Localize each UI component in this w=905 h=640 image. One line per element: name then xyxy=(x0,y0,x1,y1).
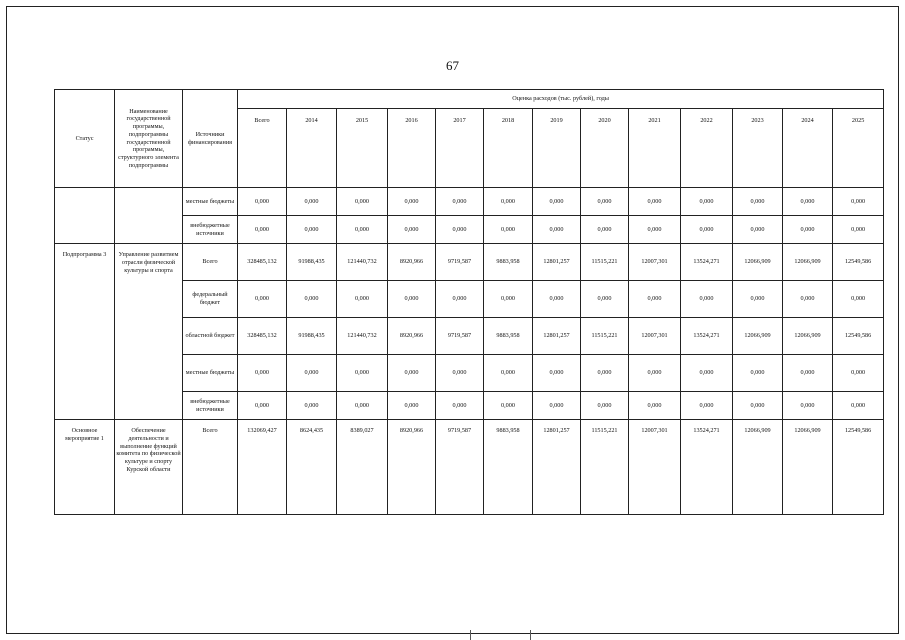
value-cell: 0,000 xyxy=(581,392,629,420)
value-cell: 11515,221 xyxy=(581,318,629,355)
value-cell: 0,000 xyxy=(733,392,783,420)
value-cell: 0,000 xyxy=(436,392,484,420)
value-cell: 0,000 xyxy=(388,355,436,392)
value-cell: 11515,221 xyxy=(581,420,629,515)
value-cell: 0,000 xyxy=(388,188,436,216)
value-cell: 0,000 xyxy=(238,216,287,244)
name-cell: Обеспечение деятельности и выполнение функций комитета по физической культуре и спорту Курской области xyxy=(115,420,183,515)
value-cell: 91988,435 xyxy=(287,244,337,281)
value-cell: 121440,732 xyxy=(337,244,388,281)
value-cell: 0,000 xyxy=(238,392,287,420)
value-cell: 8920,966 xyxy=(388,244,436,281)
source-cell: внебюджетные источники xyxy=(183,392,238,420)
value-cell: 0,000 xyxy=(388,392,436,420)
header-year: Всего xyxy=(238,109,287,188)
value-cell: 8624,435 xyxy=(287,420,337,515)
value-cell: 0,000 xyxy=(533,216,581,244)
value-cell: 0,000 xyxy=(783,355,833,392)
value-cell: 9883,958 xyxy=(484,420,533,515)
value-cell: 12007,301 xyxy=(629,244,681,281)
value-cell: 0,000 xyxy=(484,392,533,420)
value-cell: 0,000 xyxy=(629,188,681,216)
value-cell: 0,000 xyxy=(238,355,287,392)
value-cell: 13524,271 xyxy=(681,244,733,281)
value-cell: 0,000 xyxy=(484,188,533,216)
budget-table xyxy=(54,89,884,515)
header-year: 2014 xyxy=(287,109,337,188)
value-cell: 0,000 xyxy=(681,188,733,216)
value-cell: 0,000 xyxy=(388,281,436,318)
value-cell: 0,000 xyxy=(287,392,337,420)
value-cell: 0,000 xyxy=(533,188,581,216)
value-cell: 12801,257 xyxy=(533,244,581,281)
value-cell: 0,000 xyxy=(484,216,533,244)
value-cell: 0,000 xyxy=(436,355,484,392)
value-cell: 0,000 xyxy=(436,188,484,216)
value-cell: 132069,427 xyxy=(238,420,287,515)
value-cell: 9883,958 xyxy=(484,244,533,281)
value-cell: 0,000 xyxy=(581,281,629,318)
value-cell: 9883,958 xyxy=(484,318,533,355)
value-cell: 0,000 xyxy=(581,216,629,244)
value-cell: 12549,586 xyxy=(833,318,884,355)
table-row xyxy=(55,420,884,515)
value-cell: 0,000 xyxy=(388,216,436,244)
header-year: 2018 xyxy=(484,109,533,188)
table-body xyxy=(55,188,884,515)
source-cell: Всего xyxy=(183,244,238,281)
header-estimate: Оценка расходов (тыс. рублей), годы xyxy=(238,90,884,109)
value-cell: 8920,966 xyxy=(388,420,436,515)
header-year: 2024 xyxy=(783,109,833,188)
value-cell: 0,000 xyxy=(287,355,337,392)
value-cell: 0,000 xyxy=(287,281,337,318)
header-year: 2015 xyxy=(337,109,388,188)
value-cell: 328485,132 xyxy=(238,318,287,355)
name-cell: Управление развитием отрасли физической культуры и спорта xyxy=(115,244,183,420)
table-row xyxy=(55,188,884,216)
value-cell: 12066,909 xyxy=(783,244,833,281)
value-cell: 0,000 xyxy=(833,216,884,244)
value-cell: 0,000 xyxy=(436,281,484,318)
value-cell: 0,000 xyxy=(733,281,783,318)
name-cell xyxy=(115,188,183,244)
value-cell: 12801,257 xyxy=(533,318,581,355)
source-cell: областной бюджет xyxy=(183,318,238,355)
value-cell: 12549,586 xyxy=(833,420,884,515)
value-cell: 12066,909 xyxy=(733,318,783,355)
value-cell: 0,000 xyxy=(629,355,681,392)
status-cell xyxy=(55,188,115,244)
scan-edge-mark xyxy=(470,630,471,640)
value-cell: 0,000 xyxy=(629,216,681,244)
header-row-group xyxy=(55,90,884,109)
value-cell: 0,000 xyxy=(833,355,884,392)
value-cell: 12007,301 xyxy=(629,420,681,515)
value-cell: 12066,909 xyxy=(783,420,833,515)
value-cell: 0,000 xyxy=(783,392,833,420)
value-cell: 12007,301 xyxy=(629,318,681,355)
value-cell: 8389,027 xyxy=(337,420,388,515)
value-cell: 12549,586 xyxy=(833,244,884,281)
header-year: 2023 xyxy=(733,109,783,188)
status-cell: Основное мероприятие 1 xyxy=(55,420,115,515)
value-cell: 0,000 xyxy=(287,188,337,216)
status-cell: Подпрограмма 3 xyxy=(55,244,115,420)
header-year: 2022 xyxy=(681,109,733,188)
value-cell: 0,000 xyxy=(337,216,388,244)
value-cell: 12801,257 xyxy=(533,420,581,515)
value-cell: 0,000 xyxy=(629,281,681,318)
header-year: 2016 xyxy=(388,109,436,188)
value-cell: 12066,909 xyxy=(783,318,833,355)
value-cell: 0,000 xyxy=(484,355,533,392)
source-cell: местные бюджеты xyxy=(183,188,238,216)
page-number: 67 xyxy=(446,58,459,73)
header-year: 2025 xyxy=(833,109,884,188)
value-cell: 0,000 xyxy=(681,281,733,318)
value-cell: 0,000 xyxy=(833,392,884,420)
value-cell: 0,000 xyxy=(533,392,581,420)
value-cell: 0,000 xyxy=(287,216,337,244)
header-name: Наименование государственной программы, подпрограммы государственной программы, структурного элемента подпрограммы xyxy=(115,90,183,188)
value-cell: 0,000 xyxy=(783,188,833,216)
value-cell: 13524,271 xyxy=(681,420,733,515)
table-row xyxy=(55,244,884,281)
value-cell: 8920,966 xyxy=(388,318,436,355)
value-cell: 0,000 xyxy=(783,216,833,244)
value-cell: 0,000 xyxy=(337,355,388,392)
value-cell: 0,000 xyxy=(581,355,629,392)
value-cell: 0,000 xyxy=(681,355,733,392)
value-cell: 0,000 xyxy=(238,188,287,216)
source-cell: федеральный бюджет xyxy=(183,281,238,318)
value-cell: 328485,132 xyxy=(238,244,287,281)
value-cell: 0,000 xyxy=(833,188,884,216)
value-cell: 0,000 xyxy=(533,355,581,392)
value-cell: 9719,587 xyxy=(436,420,484,515)
value-cell: 12066,909 xyxy=(733,244,783,281)
value-cell: 0,000 xyxy=(733,216,783,244)
value-cell: 0,000 xyxy=(629,392,681,420)
value-cell: 0,000 xyxy=(436,216,484,244)
value-cell: 0,000 xyxy=(337,392,388,420)
value-cell: 9719,587 xyxy=(436,244,484,281)
scan-edge-mark xyxy=(530,630,531,640)
value-cell: 11515,221 xyxy=(581,244,629,281)
value-cell: 13524,271 xyxy=(681,318,733,355)
header-year: 2020 xyxy=(581,109,629,188)
value-cell: 0,000 xyxy=(833,281,884,318)
header-sources: Источники финансирования xyxy=(183,90,238,188)
header-year: 2019 xyxy=(533,109,581,188)
value-cell: 0,000 xyxy=(733,188,783,216)
value-cell: 0,000 xyxy=(337,188,388,216)
value-cell: 9719,587 xyxy=(436,318,484,355)
value-cell: 0,000 xyxy=(533,281,581,318)
value-cell: 0,000 xyxy=(681,392,733,420)
value-cell: 0,000 xyxy=(337,281,388,318)
header-year: 2017 xyxy=(436,109,484,188)
header-status: Статус xyxy=(55,90,115,188)
source-cell: внебюджетные источники xyxy=(183,216,238,244)
value-cell: 0,000 xyxy=(783,281,833,318)
value-cell: 0,000 xyxy=(581,188,629,216)
value-cell: 121440,732 xyxy=(337,318,388,355)
value-cell: 0,000 xyxy=(238,281,287,318)
source-cell: Всего xyxy=(183,420,238,515)
value-cell: 0,000 xyxy=(733,355,783,392)
value-cell: 91988,435 xyxy=(287,318,337,355)
source-cell: местные бюджеты xyxy=(183,355,238,392)
value-cell: 12066,909 xyxy=(733,420,783,515)
header-year: 2021 xyxy=(629,109,681,188)
value-cell: 0,000 xyxy=(681,216,733,244)
value-cell: 0,000 xyxy=(484,281,533,318)
